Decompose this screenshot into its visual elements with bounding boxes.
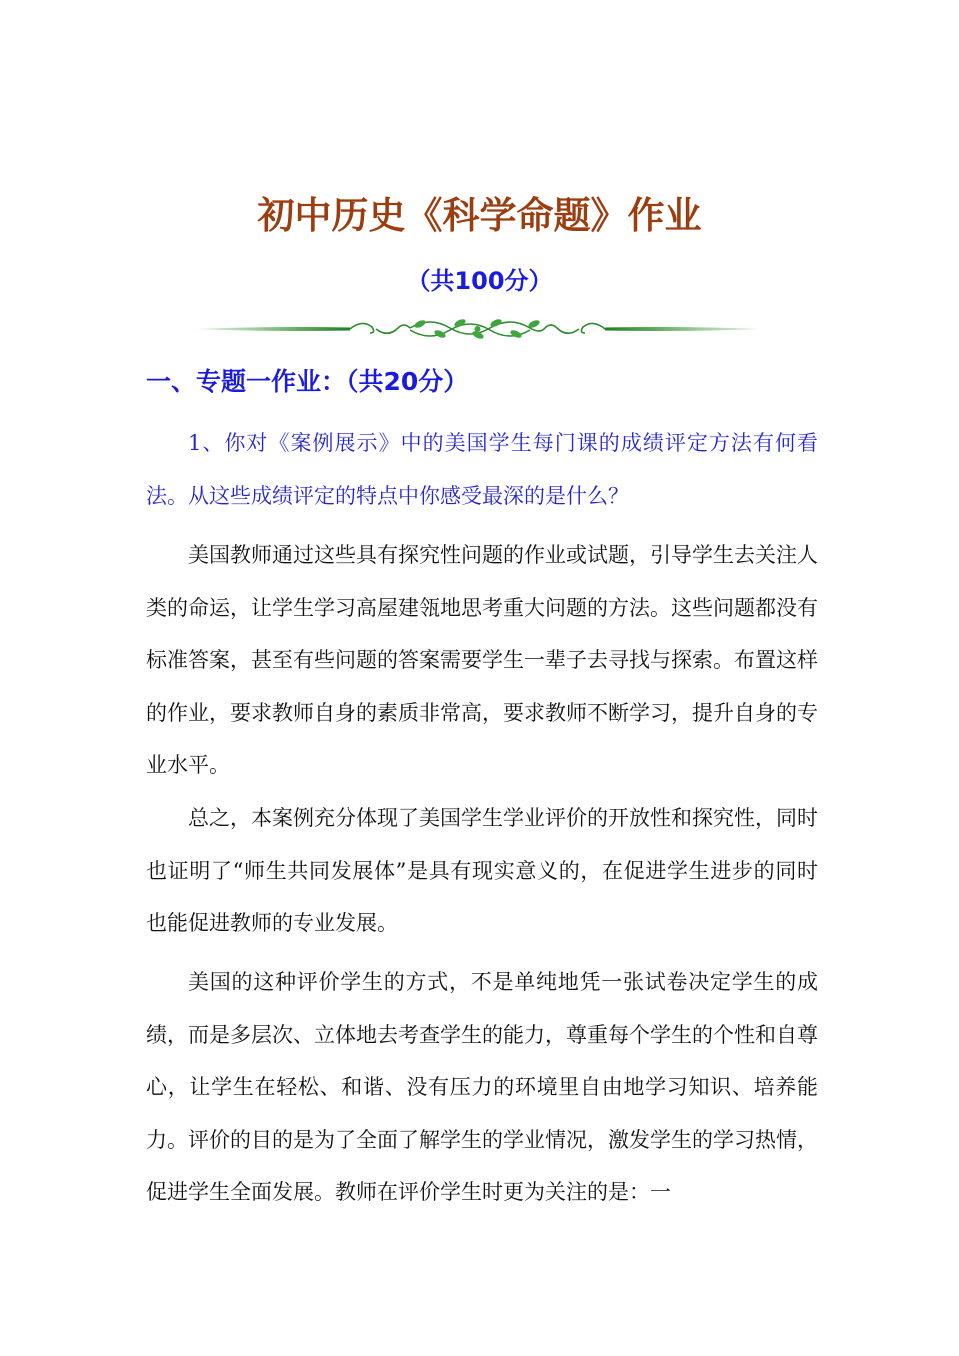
document-subtitle: （共100分） bbox=[406, 267, 553, 295]
answer-paragraph-2: 总之，本案例充分体现了美国学生学业评价的开放性和探究性，同时也证明了“师生共同发展体”是具有现实意义的，在促进学生进步的同时也能促进教师的专业发展。 bbox=[146, 806, 818, 935]
decorative-vine-divider-icon bbox=[190, 314, 765, 344]
document-title: 初中历史《科学命题》作业 bbox=[257, 194, 702, 237]
question-text: 1、你对《案例展示》中的美国学生每门课的成绩评定方法有何看法。从这些成绩评定的特点中你感受最深的是什么？ bbox=[146, 431, 818, 508]
section-heading: 一、专题一作业：（共20分） bbox=[146, 367, 469, 396]
answer-paragraph-1: 美国教师通过这些具有探究性问题的作业或试题，引导学生去关注人类的命运，让学生学习高屋建瓴地思考重大问题的方法。这些问题都没有标准答案，甚至有些问题的答案需要学生一辈子去寻找与探索。布置这样的作业，要求教师自身的素质非常高，要求教师不断学习，提升自身的专业水平。 bbox=[146, 543, 818, 777]
answer-paragraph-3: 美国的这种评价学生的方式，不是单纯地凭一张试卷决定学生的成绩，而是多层次、立体地去考查学生的能力，尊重每个学生的个性和自尊心，让学生在轻松、和谐、没有压力的环境里自由地学习知识、培养能力。评价的目的是为了全面了解学生的学业情况，激发学生的学习热情，促进学生全面发展。教师在评价学生时更为关注的是：一 bbox=[146, 970, 818, 1204]
